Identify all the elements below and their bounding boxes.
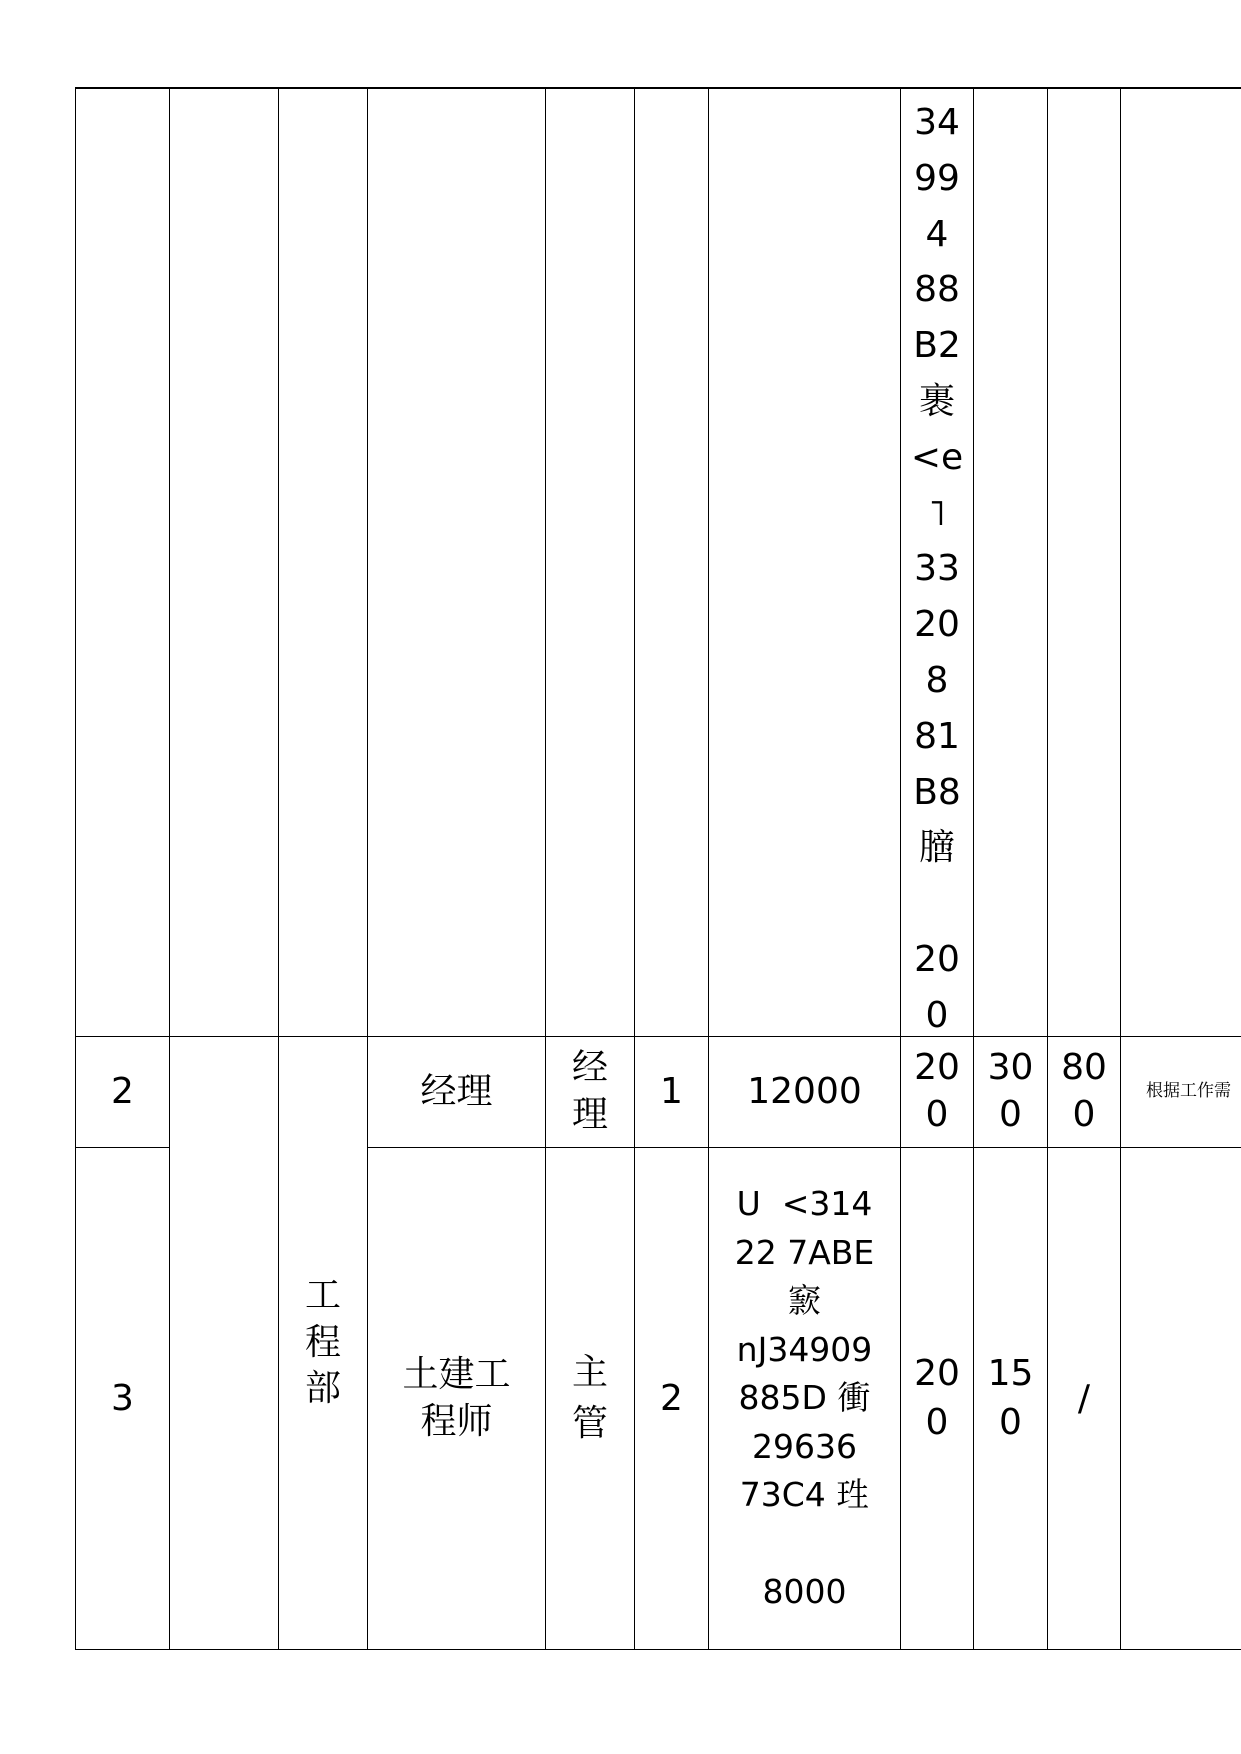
- row2-level: 经 理: [571, 1047, 608, 1135]
- row3-col-e: 20 0: [914, 1352, 960, 1443]
- col-divider: [1120, 88, 1121, 1650]
- row3-col-e-cell: [901, 1148, 973, 1649]
- row3-count: 2: [660, 1377, 683, 1419]
- row3-col-f-cell: [974, 1148, 1047, 1649]
- row2-col-g-cell: [1048, 1037, 1120, 1147]
- row2-count-cell: [635, 1037, 708, 1147]
- row2-col-f-cell: [974, 1037, 1047, 1147]
- row3-salary: U <314 22 7ABE 窾 nJ34909 885D 衝 29636 73C4 珄 8000: [734, 1184, 875, 1612]
- row3-col-g: /: [1077, 1377, 1091, 1419]
- row2-col-g: 80 0: [1061, 1047, 1107, 1135]
- row3-position-cell: [368, 1148, 545, 1649]
- col-divider: [169, 88, 170, 1650]
- row3-count-cell: [635, 1148, 708, 1649]
- row3-number: 3: [111, 1377, 134, 1419]
- row2-level-cell: [546, 1037, 634, 1147]
- row2-col-f: 30 0: [987, 1047, 1034, 1135]
- row1-col-e-text: 34 99 4 88 B2 裹 <e ˥ 33 20 8 81 B8 膪 20 0: [910, 102, 964, 1036]
- row3-salary-cell: [709, 1148, 900, 1649]
- row3-department: 工 程 部: [304, 1274, 341, 1410]
- row3-col-f: 15 0: [987, 1352, 1034, 1443]
- row2-position: 经理: [420, 1071, 493, 1112]
- row2-position-cell: [368, 1037, 545, 1147]
- row3-position: 土建工 程师: [402, 1353, 511, 1442]
- row3-department-cell: [279, 1037, 367, 1649]
- row2-col-e: 20 0: [914, 1047, 960, 1135]
- row3-number-cell: [76, 1148, 169, 1649]
- row3-col-g-cell: [1048, 1148, 1120, 1649]
- row2-number-cell: [76, 1037, 169, 1147]
- row2-salary: 12000: [747, 1071, 862, 1112]
- row1-col-e-cell: [901, 95, 973, 1035]
- row3-level-cell: [546, 1148, 634, 1649]
- table-bottom-border: [75, 1649, 1241, 1650]
- row3-level: 主 管: [571, 1352, 608, 1444]
- row2-note-cell: [1121, 1037, 1241, 1147]
- row2-col-e-cell: [901, 1037, 973, 1147]
- row2-note: 根据工作需: [1146, 1081, 1231, 1102]
- table-top-border: [75, 87, 1241, 89]
- row2-salary-cell: [709, 1037, 900, 1147]
- row2-count: 1: [660, 1071, 683, 1112]
- row2-number: 2: [111, 1071, 134, 1112]
